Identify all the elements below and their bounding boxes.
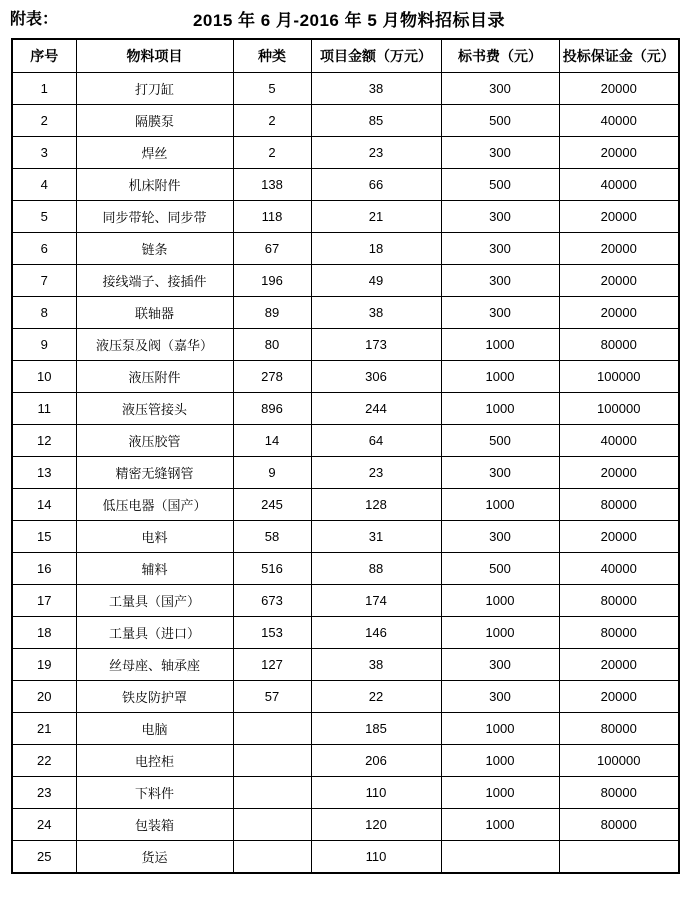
cell-serial-number: 8 <box>12 297 76 329</box>
cell-bid-deposit: 20000 <box>559 137 679 169</box>
cell-bid-document-fee: 300 <box>441 233 559 265</box>
cell-serial-number: 19 <box>12 649 76 681</box>
cell-variety-count <box>233 777 311 809</box>
cell-project-amount: 128 <box>311 489 441 521</box>
cell-serial-number: 16 <box>12 553 76 585</box>
page-title: 2015 年 6 月-2016 年 5 月物料招标目录 <box>192 11 506 30</box>
table-header <box>12 39 679 73</box>
cell-material-item: 包装箱 <box>76 809 233 841</box>
table-row <box>12 393 679 425</box>
cell-bid-deposit: 20000 <box>559 265 679 297</box>
cell-variety-count <box>233 745 311 777</box>
cell-project-amount: 85 <box>311 105 441 137</box>
cell-serial-number: 3 <box>12 137 76 169</box>
cell-project-amount: 206 <box>311 745 441 777</box>
table-row <box>12 361 679 393</box>
table-row <box>12 489 679 521</box>
cell-bid-document-fee: 500 <box>441 105 559 137</box>
cell-bid-document-fee: 1000 <box>441 745 559 777</box>
cell-variety-count: 89 <box>233 297 311 329</box>
cell-serial-number: 6 <box>12 233 76 265</box>
cell-material-item: 货运 <box>76 841 233 874</box>
cell-bid-document-fee: 300 <box>441 137 559 169</box>
cell-project-amount: 38 <box>311 649 441 681</box>
table-row <box>12 297 679 329</box>
cell-serial-number: 15 <box>12 521 76 553</box>
cell-variety-count: 14 <box>233 425 311 457</box>
cell-bid-document-fee: 500 <box>441 553 559 585</box>
cell-bid-document-fee: 1000 <box>441 617 559 649</box>
cell-bid-deposit: 100000 <box>559 745 679 777</box>
cell-bid-document-fee: 300 <box>441 649 559 681</box>
column-header-bid-deposit: 投标保证金（元） <box>559 39 679 73</box>
cell-bid-deposit: 20000 <box>559 681 679 713</box>
cell-serial-number: 5 <box>12 201 76 233</box>
cell-bid-deposit: 80000 <box>559 777 679 809</box>
table-row <box>12 713 679 745</box>
cell-serial-number: 14 <box>12 489 76 521</box>
cell-serial-number: 17 <box>12 585 76 617</box>
appendix-label: 附表： <box>10 11 59 28</box>
cell-project-amount: 22 <box>311 681 441 713</box>
cell-material-item: 丝母座、轴承座 <box>76 649 233 681</box>
cell-bid-deposit: 20000 <box>559 521 679 553</box>
cell-material-item: 低压电器（国产） <box>76 489 233 521</box>
cell-project-amount: 31 <box>311 521 441 553</box>
cell-bid-deposit: 20000 <box>559 297 679 329</box>
cell-serial-number: 23 <box>12 777 76 809</box>
cell-variety-count: 5 <box>233 73 311 105</box>
table-body <box>12 73 679 874</box>
table-row <box>12 809 679 841</box>
cell-project-amount: 21 <box>311 201 441 233</box>
cell-bid-deposit: 40000 <box>559 105 679 137</box>
cell-serial-number: 11 <box>12 393 76 425</box>
cell-variety-count: 9 <box>233 457 311 489</box>
table-row <box>12 649 679 681</box>
cell-project-amount: 38 <box>311 297 441 329</box>
table-row <box>12 233 679 265</box>
cell-variety-count: 118 <box>233 201 311 233</box>
cell-serial-number: 4 <box>12 169 76 201</box>
cell-bid-deposit: 40000 <box>559 553 679 585</box>
cell-serial-number: 18 <box>12 617 76 649</box>
cell-project-amount: 174 <box>311 585 441 617</box>
cell-bid-document-fee: 1000 <box>441 489 559 521</box>
table-row <box>12 457 679 489</box>
cell-material-item: 联轴器 <box>76 297 233 329</box>
cell-material-item: 电料 <box>76 521 233 553</box>
cell-variety-count: 245 <box>233 489 311 521</box>
cell-variety-count: 196 <box>233 265 311 297</box>
cell-bid-document-fee: 1000 <box>441 585 559 617</box>
cell-bid-deposit: 80000 <box>559 713 679 745</box>
cell-bid-document-fee: 1000 <box>441 361 559 393</box>
cell-serial-number: 24 <box>12 809 76 841</box>
cell-serial-number: 9 <box>12 329 76 361</box>
header-row <box>12 39 679 73</box>
cell-variety-count: 127 <box>233 649 311 681</box>
table-row <box>12 201 679 233</box>
cell-bid-deposit: 80000 <box>559 329 679 361</box>
cell-material-item: 下料件 <box>76 777 233 809</box>
cell-bid-deposit: 40000 <box>559 425 679 457</box>
table-row <box>12 169 679 201</box>
cell-project-amount: 185 <box>311 713 441 745</box>
table-row <box>12 777 679 809</box>
cell-material-item: 辅料 <box>76 553 233 585</box>
cell-project-amount: 110 <box>311 777 441 809</box>
cell-bid-deposit: 40000 <box>559 169 679 201</box>
cell-bid-deposit: 20000 <box>559 73 679 105</box>
cell-variety-count: 138 <box>233 169 311 201</box>
cell-bid-deposit: 20000 <box>559 649 679 681</box>
cell-bid-document-fee: 300 <box>441 297 559 329</box>
cell-variety-count: 80 <box>233 329 311 361</box>
cell-bid-document-fee <box>441 841 559 874</box>
cell-bid-document-fee: 500 <box>441 425 559 457</box>
table-row <box>12 73 679 105</box>
cell-bid-deposit: 80000 <box>559 585 679 617</box>
column-header-serial-number: 序号 <box>12 39 76 73</box>
cell-serial-number: 20 <box>12 681 76 713</box>
cell-bid-deposit: 80000 <box>559 617 679 649</box>
cell-bid-deposit: 80000 <box>559 489 679 521</box>
cell-material-item: 同步带轮、同步带 <box>76 201 233 233</box>
cell-material-item: 铁皮防护罩 <box>76 681 233 713</box>
cell-variety-count: 57 <box>233 681 311 713</box>
cell-project-amount: 306 <box>311 361 441 393</box>
table-row <box>12 521 679 553</box>
column-header-material-item: 物料项目 <box>76 39 233 73</box>
table-row <box>12 681 679 713</box>
cell-serial-number: 10 <box>12 361 76 393</box>
cell-material-item: 液压管接头 <box>76 393 233 425</box>
cell-variety-count: 896 <box>233 393 311 425</box>
cell-serial-number: 13 <box>12 457 76 489</box>
cell-bid-deposit: 20000 <box>559 457 679 489</box>
table-row <box>12 105 679 137</box>
cell-bid-document-fee: 1000 <box>441 713 559 745</box>
cell-bid-document-fee: 300 <box>441 265 559 297</box>
cell-project-amount: 66 <box>311 169 441 201</box>
table-row <box>12 553 679 585</box>
cell-bid-document-fee: 1000 <box>441 777 559 809</box>
column-header-bid-document-fee: 标书费（元） <box>441 39 559 73</box>
cell-variety-count: 153 <box>233 617 311 649</box>
cell-serial-number: 21 <box>12 713 76 745</box>
cell-bid-document-fee: 1000 <box>441 809 559 841</box>
cell-bid-document-fee: 300 <box>441 73 559 105</box>
cell-bid-deposit: 100000 <box>559 361 679 393</box>
cell-project-amount: 64 <box>311 425 441 457</box>
cell-project-amount: 23 <box>311 137 441 169</box>
table-row <box>12 425 679 457</box>
cell-project-amount: 38 <box>311 73 441 105</box>
cell-variety-count: 58 <box>233 521 311 553</box>
cell-variety-count <box>233 809 311 841</box>
title-bar <box>0 0 698 34</box>
cell-project-amount: 88 <box>311 553 441 585</box>
table-row <box>12 265 679 297</box>
cell-project-amount: 244 <box>311 393 441 425</box>
cell-material-item: 电脑 <box>76 713 233 745</box>
cell-serial-number: 22 <box>12 745 76 777</box>
column-header-project-amount: 项目金额（万元） <box>311 39 441 73</box>
cell-material-item: 液压附件 <box>76 361 233 393</box>
cell-bid-document-fee: 300 <box>441 681 559 713</box>
cell-variety-count <box>233 841 311 874</box>
cell-material-item: 链条 <box>76 233 233 265</box>
cell-serial-number: 1 <box>12 73 76 105</box>
cell-material-item: 工量具（进口） <box>76 617 233 649</box>
cell-project-amount: 173 <box>311 329 441 361</box>
cell-variety-count: 67 <box>233 233 311 265</box>
bid-catalog-table <box>11 38 680 874</box>
cell-variety-count <box>233 713 311 745</box>
cell-material-item: 液压胶管 <box>76 425 233 457</box>
cell-bid-document-fee: 500 <box>441 169 559 201</box>
cell-bid-document-fee: 1000 <box>441 393 559 425</box>
cell-project-amount: 23 <box>311 457 441 489</box>
cell-bid-document-fee: 1000 <box>441 329 559 361</box>
cell-project-amount: 146 <box>311 617 441 649</box>
table-row <box>12 585 679 617</box>
cell-bid-document-fee: 300 <box>441 201 559 233</box>
table-row <box>12 137 679 169</box>
table-row <box>12 329 679 361</box>
cell-bid-deposit: 20000 <box>559 201 679 233</box>
cell-material-item: 电控柜 <box>76 745 233 777</box>
cell-material-item: 机床附件 <box>76 169 233 201</box>
cell-serial-number: 2 <box>12 105 76 137</box>
cell-material-item: 工量具（国产） <box>76 585 233 617</box>
cell-variety-count: 278 <box>233 361 311 393</box>
cell-serial-number: 7 <box>12 265 76 297</box>
cell-serial-number: 12 <box>12 425 76 457</box>
cell-material-item: 精密无缝钢管 <box>76 457 233 489</box>
cell-variety-count: 673 <box>233 585 311 617</box>
cell-variety-count: 2 <box>233 105 311 137</box>
cell-bid-deposit: 20000 <box>559 233 679 265</box>
column-header-variety-count: 种类 <box>233 39 311 73</box>
cell-project-amount: 110 <box>311 841 441 874</box>
cell-project-amount: 49 <box>311 265 441 297</box>
cell-bid-document-fee: 300 <box>441 521 559 553</box>
cell-bid-deposit <box>559 841 679 874</box>
cell-material-item: 隔膜泵 <box>76 105 233 137</box>
table-row <box>12 617 679 649</box>
cell-bid-deposit: 100000 <box>559 393 679 425</box>
table-row <box>12 745 679 777</box>
cell-serial-number: 25 <box>12 841 76 874</box>
cell-material-item: 接线端子、接插件 <box>76 265 233 297</box>
cell-material-item: 焊丝 <box>76 137 233 169</box>
table-row <box>12 841 679 874</box>
cell-material-item: 打刀缸 <box>76 73 233 105</box>
cell-bid-deposit: 80000 <box>559 809 679 841</box>
cell-project-amount: 18 <box>311 233 441 265</box>
cell-variety-count: 2 <box>233 137 311 169</box>
cell-variety-count: 516 <box>233 553 311 585</box>
cell-project-amount: 120 <box>311 809 441 841</box>
cell-material-item: 液压泵及阀（嘉华） <box>76 329 233 361</box>
cell-bid-document-fee: 300 <box>441 457 559 489</box>
